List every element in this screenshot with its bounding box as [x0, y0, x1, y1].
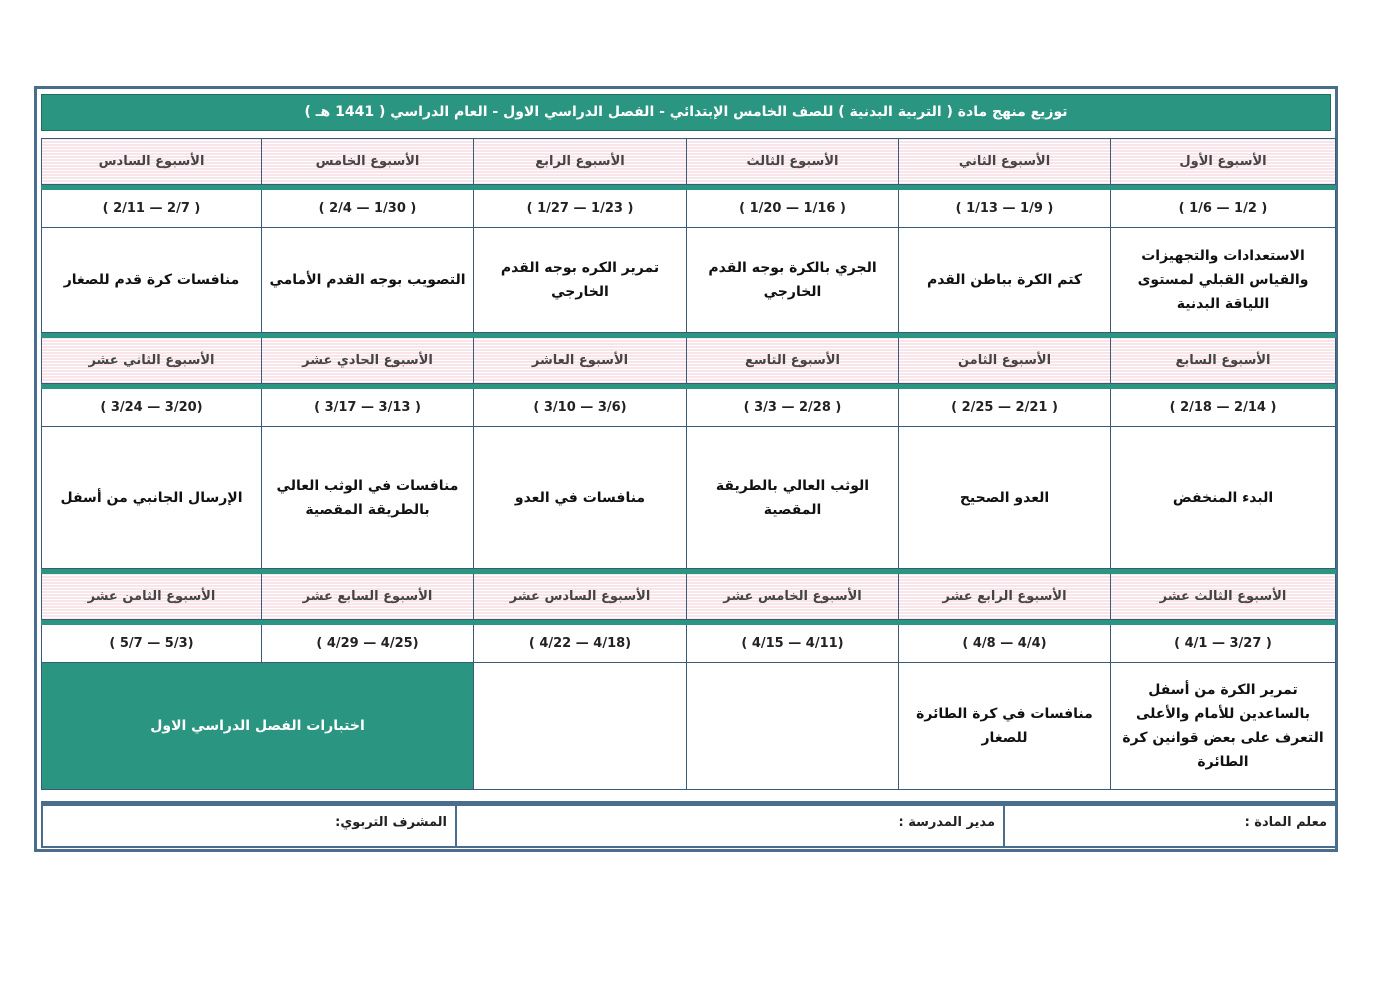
date-range: ( 3/27 — 4/1 )	[1111, 625, 1336, 663]
date-range: (3/6 — 3/10 )	[474, 389, 687, 427]
date-range: ( 2/28 — 3/3 )	[687, 389, 899, 427]
week-label: الأسبوع الرابع عشر	[899, 574, 1111, 620]
exams-cell: اختبارات الفصل الدراسي الاول	[42, 663, 474, 790]
page-title: توزيع منهج مادة ( التربية البدنية ) للصف الخامس الإبتدائي - الفصل الدراسي الاول - العام الدراسي ( 1441 هـ )	[41, 94, 1331, 131]
signature-table	[41, 804, 1337, 848]
date-range: ( 1/9 — 1/13 )	[899, 190, 1111, 228]
date-range: (3/20 — 3/24 )	[42, 389, 262, 427]
week-label: الأسبوع الرابع	[474, 139, 687, 185]
date-range: ( 1/16 — 1/20 )	[687, 190, 899, 228]
topic-cell: الجري بالكرة بوجه القدم الخارجي	[687, 228, 899, 333]
supervisor-signature-field: المشرف التربوي:	[42, 805, 456, 847]
date-row	[42, 625, 1336, 663]
schedule-table	[41, 138, 1336, 790]
week-label: الأسبوع الثاني عشر	[42, 338, 262, 384]
topic-cell: تمرير الكرة من أسفل بالساعدين للأمام والأعلى التعرف على بعض قوانين كرة الطائرة	[1111, 663, 1336, 790]
signature-footer	[41, 801, 1335, 848]
topic-cell: البدء المنخفض	[1111, 427, 1336, 569]
topic-cell: منافسات في كرة الطائرة للصغار	[899, 663, 1111, 790]
topic-cell: العدو الصحيح	[899, 427, 1111, 569]
week-label: الأسبوع الحادي عشر	[262, 338, 474, 384]
topic-cell: تمرير الكره بوجه القدم الخارجي	[474, 228, 687, 333]
date-range: ( 2/21 — 2/25 )	[899, 389, 1111, 427]
topic-row	[42, 228, 1336, 333]
topic-cell: الوثب العالي بالطريقة المقصية	[687, 427, 899, 569]
date-range: ( 3/13 — 3/17 )	[262, 389, 474, 427]
date-range: (4/4 — 4/8 )	[899, 625, 1111, 663]
principal-signature-field: مدير المدرسة :	[456, 805, 1004, 847]
topic-cell	[474, 663, 687, 790]
topic-cell	[687, 663, 899, 790]
week-header-row	[42, 574, 1336, 620]
topic-cell: التصويب بوجه القدم الأمامي	[262, 228, 474, 333]
topic-row	[42, 427, 1336, 569]
week-label: الأسبوع العاشر	[474, 338, 687, 384]
date-range: ( 1/2 — 1/6 )	[1111, 190, 1336, 228]
date-range: ( 2/7 — 2/11 )	[42, 190, 262, 228]
topic-row	[42, 663, 1336, 790]
week-header-row	[42, 338, 1336, 384]
topic-cell: الإرسال الجانبي من أسفل	[42, 427, 262, 569]
week-label: الأسبوع الثامن	[899, 338, 1111, 384]
week-label: الأسبوع الثامن عشر	[42, 574, 262, 620]
date-range: (5/3 — 5/7 )	[42, 625, 262, 663]
date-range: (4/11 — 4/15 )	[687, 625, 899, 663]
topic-cell: منافسات في الوثب العالي بالطريقة المقصية	[262, 427, 474, 569]
week-label: الأسبوع الثاني	[899, 139, 1111, 185]
topic-cell: منافسات في العدو	[474, 427, 687, 569]
week-label: الأسبوع الثالث	[687, 139, 899, 185]
teacher-signature-field: معلم المادة :	[1004, 805, 1336, 847]
week-label: الأسبوع الأول	[1111, 139, 1336, 185]
date-row	[42, 389, 1336, 427]
topic-cell: كتم الكرة بباطن القدم	[899, 228, 1111, 333]
date-range: ( 1/23 — 1/27 )	[474, 190, 687, 228]
week-label: الأسبوع الخامس عشر	[687, 574, 899, 620]
week-label: الأسبوع الخامس	[262, 139, 474, 185]
week-label: الأسبوع السابع	[1111, 338, 1336, 384]
curriculum-sheet	[34, 86, 1338, 852]
week-label: الأسبوع السابع عشر	[262, 574, 474, 620]
date-range: ( 2/14 — 2/18 )	[1111, 389, 1336, 427]
week-label: الأسبوع التاسع	[687, 338, 899, 384]
date-range: ( 1/30 — 2/4 )	[262, 190, 474, 228]
week-header-row	[42, 139, 1336, 185]
topic-cell: منافسات كرة قدم للصغار	[42, 228, 262, 333]
date-range: (4/25 — 4/29 )	[262, 625, 474, 663]
date-row	[42, 190, 1336, 228]
week-label: الأسبوع السادس	[42, 139, 262, 185]
week-label: الأسبوع الثالث عشر	[1111, 574, 1336, 620]
topic-cell: الاستعدادات والتجهيزات والقياس القبلي لمستوى اللياقة البدنية	[1111, 228, 1336, 333]
week-label: الأسبوع السادس عشر	[474, 574, 687, 620]
date-range: (4/18 — 4/22 )	[474, 625, 687, 663]
